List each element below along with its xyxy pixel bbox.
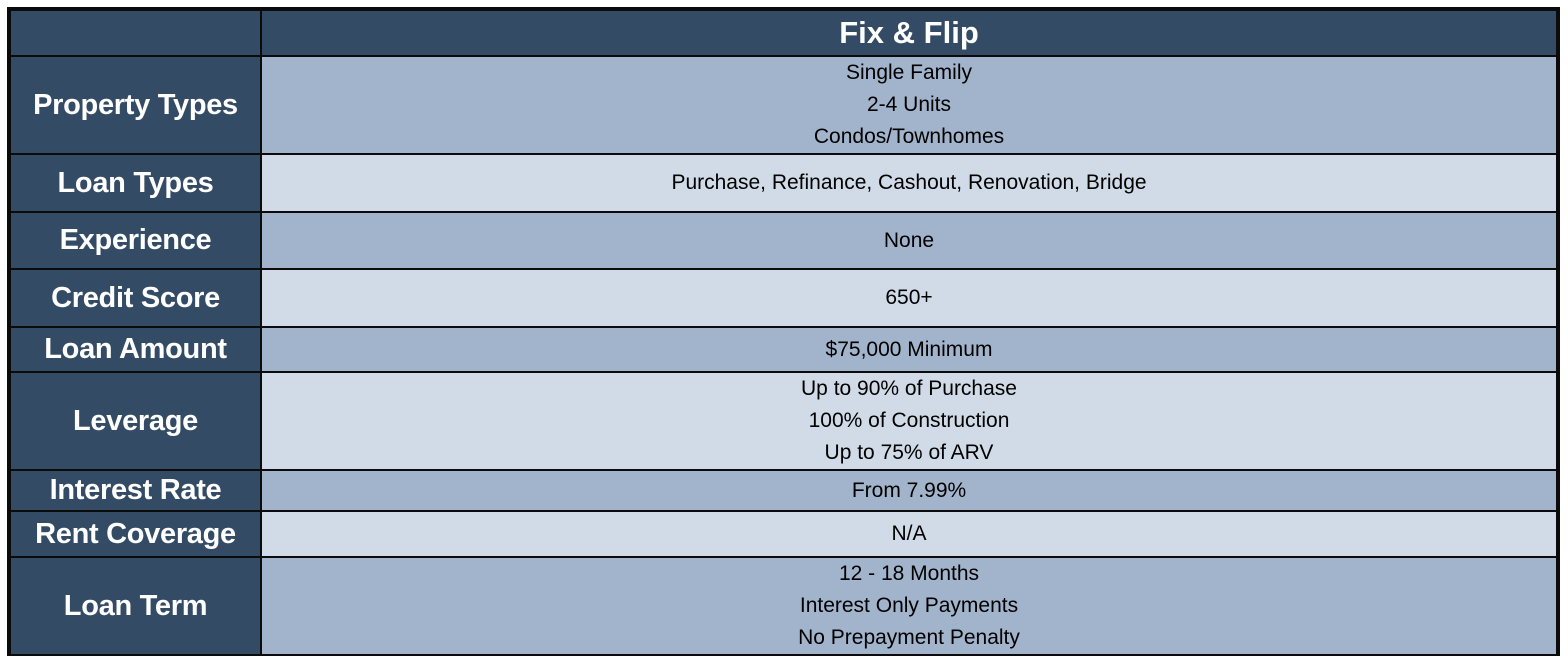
table-row [10, 511, 1557, 557]
value-line: Up to 75% of ARV [824, 441, 994, 464]
row-label: Loan Types [10, 154, 261, 212]
row-label: Loan Term [10, 557, 261, 655]
row-label: Property Types [10, 56, 261, 154]
loan-program-grid [9, 9, 1558, 656]
value-line: Condos/Townhomes [813, 125, 1005, 148]
row-value [261, 557, 1557, 655]
header-corner-cell [10, 10, 261, 56]
table-row [10, 212, 1557, 269]
row-value [261, 154, 1557, 212]
value-line: Up to 90% of Purchase [801, 377, 1017, 400]
table-row [10, 269, 1557, 327]
value-line: 12 - 18 Months [838, 562, 980, 585]
row-value [261, 511, 1557, 557]
row-value [261, 212, 1557, 269]
value-line: 100% of Construction [808, 409, 1010, 432]
loan-program-table [7, 7, 1560, 656]
row-value [261, 470, 1557, 511]
row-value [261, 372, 1557, 470]
value-line: 2-4 Units [866, 93, 952, 116]
value-line: From 7.99% [851, 478, 967, 502]
row-label: Interest Rate [10, 470, 261, 511]
table-header-row [10, 10, 1557, 56]
table-row [10, 56, 1557, 154]
row-value [261, 269, 1557, 327]
value-line: N/A [891, 522, 927, 545]
table-row [10, 557, 1557, 655]
program-title: Fix & Flip [261, 10, 1557, 56]
value-line: 650+ [885, 286, 933, 309]
value-line: No Prepayment Penalty [798, 626, 1020, 649]
row-value [261, 56, 1557, 154]
value-line: Interest Only Payments [799, 594, 1019, 617]
row-label: Rent Coverage [10, 511, 261, 557]
row-label: Loan Amount [10, 327, 261, 372]
table-row [10, 327, 1557, 372]
row-label: Leverage [10, 372, 261, 470]
value-line: Single Family [845, 61, 973, 84]
table-row [10, 372, 1557, 470]
row-value [261, 327, 1557, 372]
value-line: Purchase, Refinance, Cashout, Renovation, Bridge [671, 171, 1147, 194]
table-row [10, 154, 1557, 212]
value-line: $75,000 Minimum [825, 337, 993, 361]
table-row [10, 470, 1557, 511]
value-line: None [883, 228, 935, 252]
row-label: Experience [10, 212, 261, 269]
row-label: Credit Score [10, 269, 261, 327]
